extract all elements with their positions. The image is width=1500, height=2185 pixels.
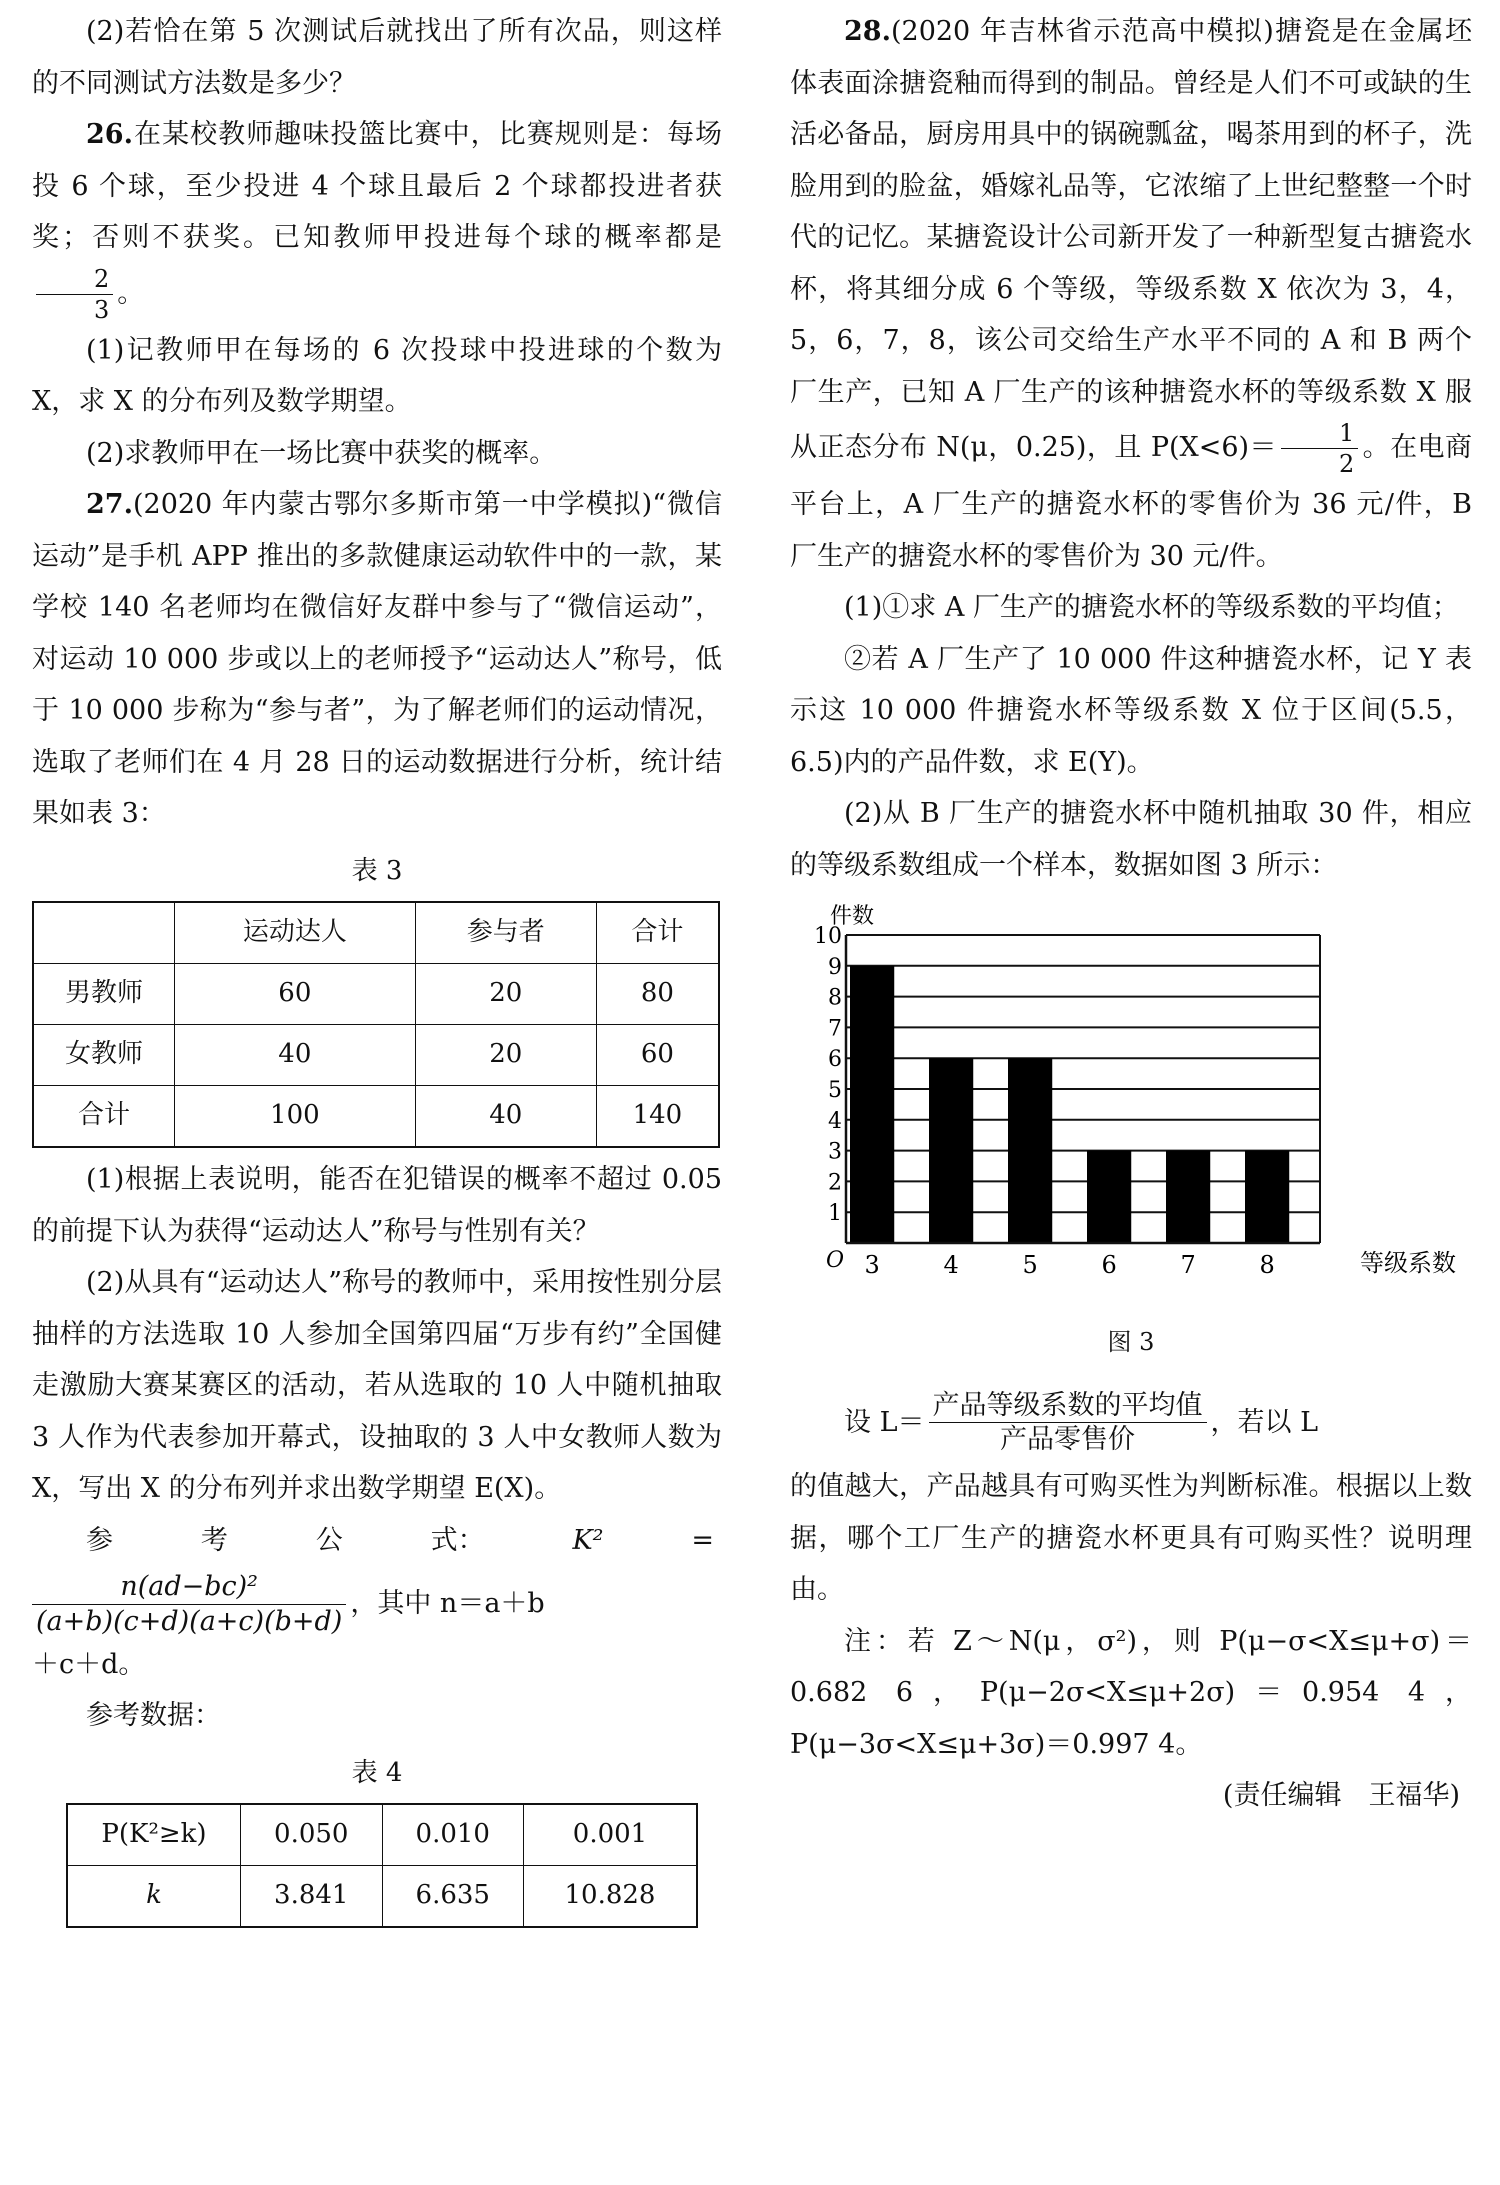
q25-part2: (2)若恰在第 5 次测试后就找出了所有次品，则这样的不同测试方法数是多少？	[32, 16, 722, 99]
y-tick-label: 9	[828, 954, 842, 980]
table4-cell: P(K²≥k)	[67, 1804, 241, 1866]
q27-part1: (1)根据上表说明，能否在犯错误的概率不超过 0.05 的前提下认为获得“运动达人”称号与性别有关？	[32, 1164, 722, 1247]
figure-caption: 图 3	[1107, 1328, 1155, 1356]
q28-number: 28.	[844, 16, 891, 47]
editor-credit: (责任编辑 王福华)	[1222, 1780, 1460, 1811]
q26-prob-numerator: 2	[36, 264, 113, 295]
formula-tail-2: ＋c＋d。	[32, 1648, 146, 1680]
y-tick-label: 1	[828, 1201, 842, 1227]
table3	[32, 901, 720, 1148]
q26-number: 26.	[86, 119, 133, 150]
q28-part1b: ②若 A 厂生产了 10 000 件这种搪瓷水杯，记 Y 表示这 10 000 件搪瓷水杯等级系数 X 位于区间(5.5，6.5)内的产品件数，求 E(Y)。	[790, 643, 1472, 778]
table3-cell: 合计	[33, 1086, 175, 1148]
table3-header-cell: 参与者	[415, 902, 596, 964]
origin-label: O	[826, 1248, 845, 1273]
l-fraction	[929, 1389, 1207, 1458]
table-row	[67, 1804, 697, 1866]
k2-formula-fraction	[32, 1570, 346, 1639]
formula-tail: ，其中 n＝a＋b	[350, 1587, 545, 1619]
bar	[850, 966, 894, 1243]
left-column	[32, 6, 722, 1928]
l-numerator: 产品等级系数的平均值	[929, 1389, 1207, 1424]
q26-stem	[32, 109, 722, 325]
table-row	[33, 1086, 719, 1148]
table3-cell: 60	[175, 964, 416, 1025]
x-tick-label: 3	[864, 1251, 880, 1279]
y-tick-label: 3	[828, 1139, 842, 1165]
table3-cell: 80	[596, 964, 719, 1025]
table4-caption: 表 4	[351, 1757, 403, 1788]
q28-part2: (2)从 B 厂生产的搪瓷水杯中随机抽取 30 件，相应的等级系数组成一个样本，数据如图 3 所示：	[790, 798, 1472, 881]
table3-cell: 140	[596, 1086, 719, 1148]
k2-formula-numerator: n(ad−bc)²	[32, 1570, 346, 1605]
bar	[1245, 1151, 1289, 1243]
table4	[66, 1803, 698, 1928]
q26-text: 在某校教师趣味投篮比赛中，比赛规则是：每场投 6 个球，至少投进 4 个球且最后 2 个球都投进者获奖；否则不获奖。已知教师甲投进每个球的概率都是	[32, 119, 722, 253]
table3-caption: 表 3	[351, 855, 403, 886]
normal-distribution-note: 注：若 Z～N(μ，σ²)，则 P(μ−σ<X≤μ+σ)＝0.682 6，P(μ−2σ<X≤μ+2σ)＝0.954 4，P(μ−3σ<X≤μ+3σ)＝0.997 4。	[790, 1625, 1472, 1760]
bar	[929, 1058, 973, 1243]
histogram-chart	[790, 895, 1472, 1315]
y-tick-label: 8	[828, 985, 842, 1011]
table-row	[33, 1025, 719, 1086]
formula-label-line	[32, 1515, 722, 1567]
table3-cell: 60	[596, 1025, 719, 1086]
q28-frac-denominator: 2	[1338, 450, 1355, 478]
l-criterion-text: 的值越大，产品越具有可购买性为判断标准。根据以上数据，哪个工厂生产的搪瓷水杯更具有可购买性？说明理由。	[790, 1471, 1472, 1605]
y-tick-label: 10	[814, 924, 842, 949]
q26-probability-fraction	[36, 264, 113, 325]
q28-text-b: 。在电商平台上，A 厂生产的搪瓷水杯的零售价为 36 元/件，B 厂生产的搪瓷水杯的零售价为 30 元/件。	[790, 432, 1472, 572]
y-tick-label: 4	[828, 1108, 842, 1134]
q28-text-a: (2020 年吉林省示范高中模拟)搪瓷是在金属坯体表面涂搪瓷釉而得到的制品。曾经是人们不可或缺的生活必备品，厨房用具中的锅碗瓢盆，喝茶用到的杯子，洗脸用到的脸盆，婚嫁礼品等，它浓缩了上世纪整整一个时代的记忆。某搪瓷设计公司新开发了一种新型复古搪瓷水杯，将其细分成 6 个等级，等级系数 X 依次为 3，4，5，6，7，8，该公司交给生产水平不同的 A 和 B 两个厂生产，已知 A 厂生产的该种搪瓷水杯的等级系数 X 服从正态分布 N(μ，0.25)，且 P(X<6)＝	[790, 16, 1472, 463]
q26-prob-end: 。	[117, 277, 145, 309]
q27-stem	[32, 479, 722, 840]
y-tick-label: 5	[828, 1078, 842, 1103]
table3-header-cell	[33, 902, 175, 964]
table3-cell: 40	[415, 1086, 596, 1148]
formula-word: 式：	[430, 1524, 485, 1556]
x-tick-label: 8	[1259, 1251, 1275, 1279]
x-axis-label: 等级系数	[1360, 1249, 1456, 1277]
q28-stem	[790, 6, 1472, 582]
q26-part1: (1)记教师甲在每场的 6 次投球中投进球的个数为 X，求 X 的分布列及数学期望。	[32, 334, 722, 417]
table3-header-cell: 运动达人	[175, 902, 416, 964]
bar	[1087, 1151, 1131, 1243]
x-tick-label: 5	[1022, 1251, 1038, 1279]
formula-k2: K²	[572, 1524, 604, 1556]
q27-text: (2020 年内蒙古鄂尔多斯市第一中学模拟)“微信运动”是手机 APP 推出的多款健康运动软件中的一款，某学校 140 名老师均在微信好友群中参与了“微信运动”，对运动 10 000 步或以上的老师授予“运动达人”称号，低于 10 000 步称为“参与者”，为了解老师们的运动情况，选取了老师们在 4 月 28 日的运动数据进行分析，统计结果如表 3：	[32, 489, 722, 829]
formula-equals: =	[691, 1524, 714, 1556]
table3-cell: 男教师	[33, 964, 175, 1025]
q28-part1a: (1)①求 A 厂生产的搪瓷水杯的等级系数的平均值；	[844, 592, 1459, 623]
q28-frac-numerator: 1	[1281, 418, 1358, 449]
y-axis-label: 件数	[830, 904, 875, 929]
table4-cell: k	[67, 1866, 241, 1928]
y-tick-label: 6	[828, 1047, 842, 1073]
table3-cell: 20	[415, 1025, 596, 1086]
l-prefix: 设 L＝	[844, 1406, 925, 1438]
histogram-figure	[790, 895, 1472, 1315]
table3-cell: 40	[175, 1025, 416, 1086]
x-tick-label: 7	[1180, 1251, 1196, 1279]
table-row	[33, 964, 719, 1025]
formula-word: 参	[86, 1524, 113, 1556]
table4-cell: 6.635	[382, 1866, 524, 1928]
table3-header-cell: 合计	[596, 902, 719, 964]
y-tick-label: 2	[828, 1170, 842, 1196]
formula-word: 公	[315, 1524, 343, 1556]
table4-cell: 0.010	[382, 1804, 524, 1866]
right-column	[790, 6, 1472, 1822]
reference-data-label: 参考数据：	[86, 1700, 221, 1731]
table4-cell: 10.828	[524, 1866, 698, 1928]
q27-number: 27.	[86, 489, 133, 520]
formula-fraction-line	[32, 1570, 722, 1639]
table4-cell: 3.841	[241, 1866, 383, 1928]
l-suffix: ，若以 L	[1210, 1406, 1319, 1438]
l-denominator: 产品零售价	[1000, 1424, 1136, 1456]
q27-part2: (2)从具有“运动达人”称号的教师中，采用按性别分层抽样的方法选取 10 人参加全国第四届“万步有约”全国健走激励大赛某赛区的活动，若从选取的 10 人中随机抽取 3 人作为代表参加开幕式，设抽取的 3 人中女教师人数为 X，写出 X 的分布列并求出数学期望 E(X)。	[32, 1267, 722, 1504]
q26-prob-denominator: 3	[94, 295, 110, 324]
q28-fraction	[1281, 418, 1358, 479]
table-row	[67, 1866, 697, 1928]
bar	[1166, 1151, 1210, 1243]
q26-part2: (2)求教师甲在一场比赛中获奖的概率。	[86, 437, 557, 469]
l-definition-line	[790, 1389, 1472, 1458]
table3-cell: 100	[175, 1086, 416, 1148]
table4-cell: 0.001	[524, 1804, 698, 1866]
y-tick-label: 7	[828, 1016, 842, 1042]
x-tick-label: 6	[1101, 1251, 1117, 1279]
table3-header-row	[33, 902, 719, 964]
table3-cell: 女教师	[33, 1025, 175, 1086]
formula-word: 考	[200, 1524, 228, 1556]
bar	[1008, 1058, 1052, 1243]
table3-cell: 20	[415, 964, 596, 1025]
x-tick-label: 4	[943, 1251, 959, 1279]
k2-formula-denominator: (a+b)(c+d)(a+c)(b+d)	[36, 1605, 343, 1637]
table4-cell: 0.050	[241, 1804, 383, 1866]
